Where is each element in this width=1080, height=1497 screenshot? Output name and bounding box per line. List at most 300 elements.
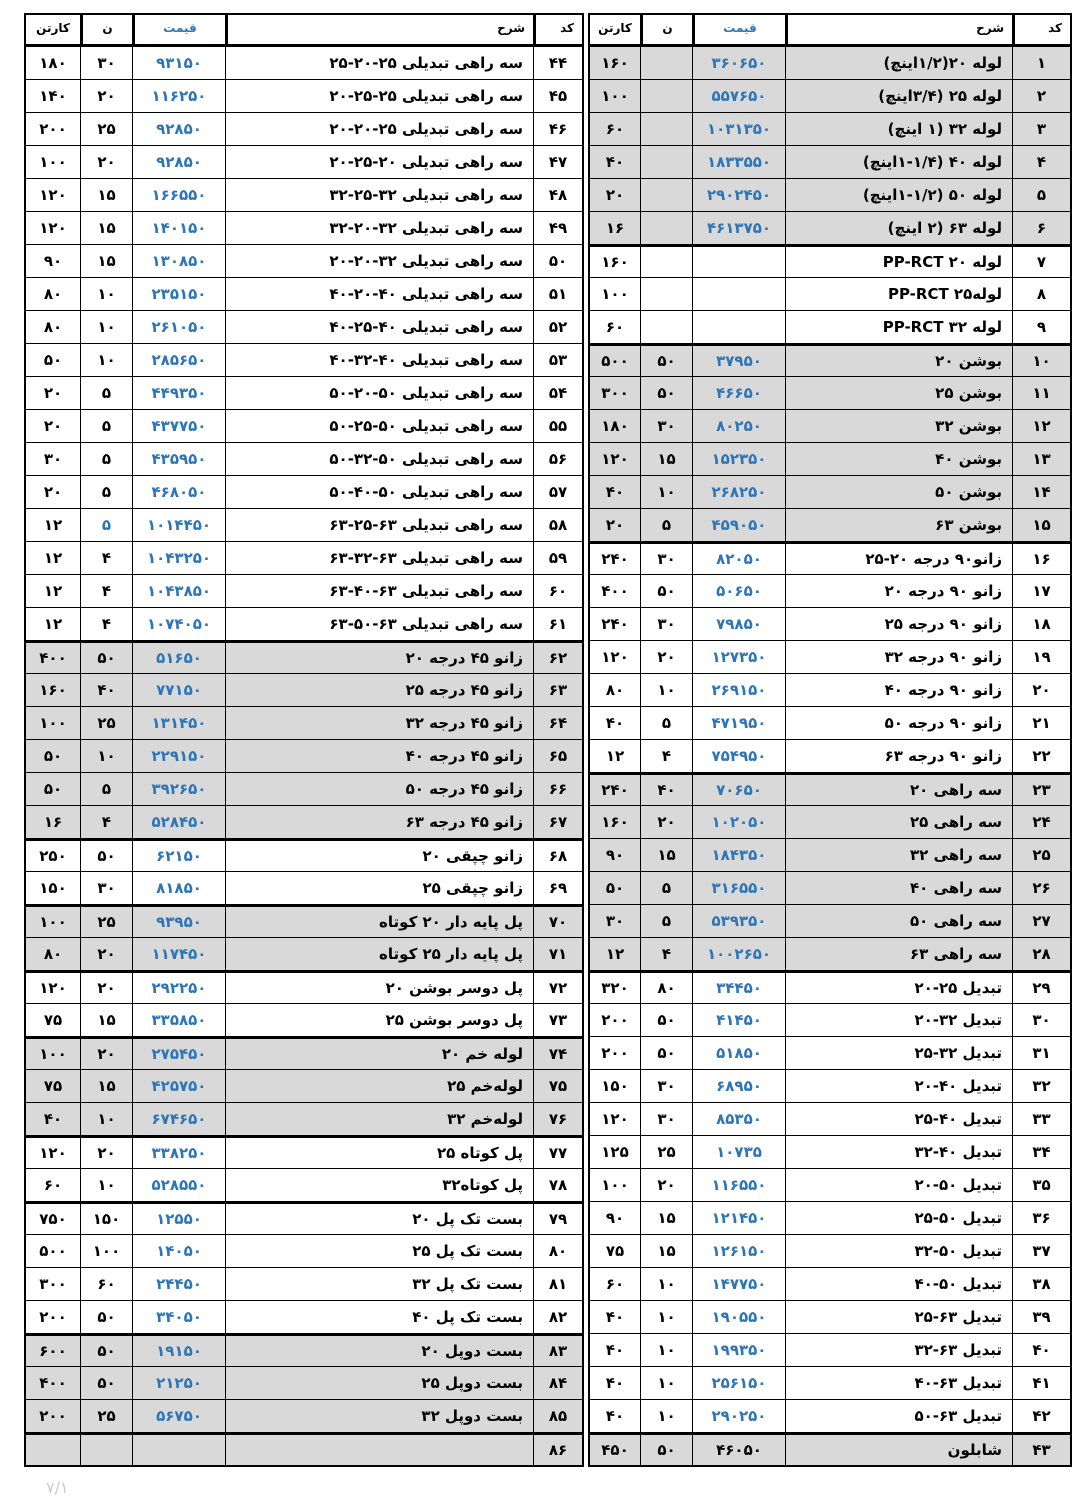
cell-price: ۵۰۶۵۰ xyxy=(692,575,785,607)
cell-n: ۴ xyxy=(80,608,132,640)
cell-code: ۴ xyxy=(1012,146,1070,178)
cell-desc: زانو ۴۵ درجه ۶۳ xyxy=(225,806,533,838)
cell-carton: ۱۵۰ xyxy=(601,1077,629,1095)
cell-price: ۱۰۷۳۵ xyxy=(692,1136,785,1168)
table-row xyxy=(26,838,582,871)
cell-desc: بوشن ۶۳ xyxy=(785,509,1012,541)
cell-n: ۵۰ xyxy=(640,377,692,409)
cell-n: ۱۰ xyxy=(80,1103,132,1135)
cell-price: ۴۶۰۵۰ xyxy=(692,1435,785,1465)
table-row xyxy=(590,244,1070,277)
cell-price: ۶۸۹۵۰ xyxy=(692,1070,785,1102)
cell-code: ۷۴ xyxy=(533,1039,582,1069)
cell-code: ۷۹ xyxy=(533,1204,582,1234)
table-row xyxy=(26,1366,582,1399)
table-row xyxy=(590,409,1070,442)
cell-n: ۲۰ xyxy=(640,1169,692,1201)
cell-n: ۲۵ xyxy=(80,907,132,937)
cell-desc: لولهPP-RCT ۲۵ xyxy=(785,278,1012,310)
cell-n: ۵ xyxy=(640,509,692,541)
cell-price: ۵۱۸۵۰ xyxy=(692,1037,785,1069)
cell-carton: ۳۰ xyxy=(43,450,63,468)
cell-code: ۶۸ xyxy=(533,841,582,871)
cell-n: ۲۰ xyxy=(80,1138,132,1168)
cell-code: ۶۶ xyxy=(533,773,582,805)
cell-carton: ۴۰ xyxy=(605,1308,625,1326)
cell-code: ۲۲ xyxy=(1012,740,1070,772)
table-header xyxy=(590,15,1070,46)
cell-code: ۱۹ xyxy=(1012,641,1070,673)
table-row xyxy=(590,970,1070,1003)
cell-n xyxy=(640,278,692,310)
cell-price: ۲۸۵۶۵۰ xyxy=(132,344,225,376)
cell-carton: ۱۵۰ xyxy=(39,879,67,897)
cell-price: ۸۲۰۵۰ xyxy=(692,544,785,574)
cell-desc: بست دوپل ۳۲ xyxy=(225,1400,533,1432)
cell-code: ۱۵ xyxy=(1012,509,1070,541)
header-price: قیمت xyxy=(132,15,225,44)
cell-n: ۱۰ xyxy=(640,1301,692,1333)
cell-desc: سه راهی تبدیلی ۵۰-۳۲-۵۰ xyxy=(225,443,533,475)
cell-desc: سه راهی تبدیلی ۴۰-۲۵-۴۰ xyxy=(225,311,533,343)
cell-desc: تبدیل ۴۰-۲۰ xyxy=(785,1070,1012,1102)
cell-n: ۵ xyxy=(80,476,132,508)
cell-desc: لوله‌خم ۳۲ xyxy=(225,1103,533,1135)
cell-price: ۲۴۴۵۰ xyxy=(132,1268,225,1300)
table-row xyxy=(590,904,1070,937)
price-table-right xyxy=(588,13,1072,1467)
cell-carton: ۳۰۰ xyxy=(601,384,629,402)
table-row xyxy=(26,508,582,541)
cell-code: ۷۳ xyxy=(533,1004,582,1036)
cell-desc: سه راهی ۲۵ xyxy=(785,806,1012,838)
cell-n: ۲۵ xyxy=(80,113,132,145)
cell-price: ۲۶۸۲۵۰ xyxy=(692,476,785,508)
cell-price: ۱۴۰۱۵۰ xyxy=(132,212,225,244)
cell-code: ۵ xyxy=(1012,179,1070,211)
cell-desc: بوشن ۴۰ xyxy=(785,443,1012,475)
cell-n xyxy=(640,247,692,277)
cell-code: ۷۱ xyxy=(533,938,582,970)
table-row xyxy=(590,1201,1070,1234)
table-row xyxy=(26,475,582,508)
table-row xyxy=(26,409,582,442)
cell-carton: ۶۰ xyxy=(605,1275,625,1293)
table-row xyxy=(590,838,1070,871)
table-row xyxy=(590,145,1070,178)
table-row xyxy=(26,79,582,112)
cell-carton: ۷۵ xyxy=(43,1077,63,1095)
cell-carton: ۶۰ xyxy=(605,120,625,138)
cell-price: ۲۵۶۱۵۰ xyxy=(692,1367,785,1399)
cell-carton: ۴۵۰ xyxy=(601,1441,629,1459)
table-row xyxy=(26,112,582,145)
cell-price: ۱۲۵۵۰ xyxy=(132,1204,225,1234)
cell-n: ۲۵ xyxy=(80,707,132,739)
cell-code: ۱۳ xyxy=(1012,443,1070,475)
cell-desc: پل پایه دار ۲۵ کوتاه xyxy=(225,938,533,970)
cell-n: ۵ xyxy=(80,773,132,805)
cell-desc: سه راهی تبدیلی ۲۵-۲۰-۲۰ xyxy=(225,113,533,145)
cell-carton: ۲۰۰ xyxy=(601,1044,629,1062)
cell-desc: بست تک پل ۲۵ xyxy=(225,1235,533,1267)
table-row xyxy=(590,706,1070,739)
cell-carton: ۱۸۰ xyxy=(601,417,629,435)
cell-n: ۵۰ xyxy=(640,1037,692,1069)
cell-desc: لوله ۵۰ (۱/۲-۱اینچ) xyxy=(785,179,1012,211)
cell-desc: زانو ۴۵ درجه ۵۰ xyxy=(225,773,533,805)
cell-code: ۳ xyxy=(1012,113,1070,145)
cell-carton: ۹۰ xyxy=(43,252,63,270)
cell-price: ۷۰۶۵۰ xyxy=(692,775,785,805)
header-price: قیمت xyxy=(692,15,785,44)
table-row xyxy=(26,640,582,673)
cell-code: ۵۳ xyxy=(533,344,582,376)
table-row xyxy=(590,211,1070,244)
cell-n: ۱۰ xyxy=(640,674,692,706)
cell-desc: زانو ۹۰ درجه ۲۵ xyxy=(785,608,1012,640)
cell-code: ۴۰ xyxy=(1012,1334,1070,1366)
cell-desc: سه راهی تبدیلی ۳۲-۲۵-۳۲ xyxy=(225,179,533,211)
cell-code: ۳۱ xyxy=(1012,1037,1070,1069)
table-row xyxy=(590,1168,1070,1201)
cell-price: ۷۹۸۵۰ xyxy=(692,608,785,640)
cell-desc: تبدیل ۳۲-۲۰ xyxy=(785,1004,1012,1036)
cell-n: ۱۵ xyxy=(80,1004,132,1036)
cell-n: ۳۰ xyxy=(80,47,132,79)
cell-code: ۹ xyxy=(1012,311,1070,343)
cell-desc: پل دوسر بوشن ۲۵ xyxy=(225,1004,533,1036)
cell-code: ۲۰ xyxy=(1012,674,1070,706)
cell-code: ۸۱ xyxy=(533,1268,582,1300)
cell-desc: لوله ۳۲ (۱ اینچ) xyxy=(785,113,1012,145)
cell-desc: بست تک پل ۲۰ xyxy=(225,1204,533,1234)
cell-code: ۱ xyxy=(1012,47,1070,79)
cell-code: ۴۵ xyxy=(533,80,582,112)
table-row xyxy=(590,46,1070,79)
cell-desc: زانو ۹۰ درجه ۳۲ xyxy=(785,641,1012,673)
cell-carton: ۱۰۰ xyxy=(601,1176,629,1194)
table-row xyxy=(26,1267,582,1300)
cell-n: ۲۰ xyxy=(80,1039,132,1069)
cell-code: ۲۸ xyxy=(1012,938,1070,970)
cell-price: ۸۱۸۵۰ xyxy=(132,872,225,904)
header-code: کد xyxy=(533,15,582,44)
cell-n: ۲۵ xyxy=(640,1136,692,1168)
cell-price xyxy=(692,278,785,310)
cell-code: ۸۴ xyxy=(533,1367,582,1399)
cell-desc: لوله ۴۰ (۱/۴-۱اینچ) xyxy=(785,146,1012,178)
header-code: کد xyxy=(1012,15,1070,44)
cell-n xyxy=(640,113,692,145)
cell-price: ۱۰۳۱۳۵۰ xyxy=(692,113,785,145)
cell-price: ۷۵۴۹۵۰ xyxy=(692,740,785,772)
cell-n: ۵۰ xyxy=(640,346,692,376)
cell-price: ۷۷۱۵۰ xyxy=(132,674,225,706)
header-n: ن xyxy=(80,15,132,44)
cell-desc: سه راهی تبدیلی ۴۰-۲۰-۴۰ xyxy=(225,278,533,310)
cell-code: ۶۲ xyxy=(533,643,582,673)
cell-carton: ۱۶۰ xyxy=(601,813,629,831)
cell-code: ۴۱ xyxy=(1012,1367,1070,1399)
cell-carton: ۶۰۰ xyxy=(39,1342,67,1360)
table-row xyxy=(590,607,1070,640)
cell-n: ۴۰ xyxy=(640,775,692,805)
cell-carton: ۱۶۰ xyxy=(39,681,67,699)
cell-code: ۸۳ xyxy=(533,1336,582,1366)
cell-carton: ۱۲۵ xyxy=(601,1143,629,1161)
cell-carton: ۴۰ xyxy=(605,714,625,732)
table-row xyxy=(590,673,1070,706)
cell-price: ۱۰۴۳۲۵۰ xyxy=(132,542,225,574)
cell-desc: تبدیل ۵۰-۲۵ xyxy=(785,1202,1012,1234)
table-row xyxy=(26,1102,582,1135)
header-n: ن xyxy=(640,15,692,44)
table-row xyxy=(590,772,1070,805)
table-row xyxy=(26,211,582,244)
cell-carton: ۱۰۰ xyxy=(39,1045,67,1063)
cell-desc: سه راهی ۵۰ xyxy=(785,905,1012,937)
cell-price: ۸۰۲۵۰ xyxy=(692,410,785,442)
cell-code: ۵۹ xyxy=(533,542,582,574)
price-table-left xyxy=(24,13,584,1467)
table-row xyxy=(590,871,1070,904)
cell-carton: ۵۰ xyxy=(605,879,625,897)
table-row xyxy=(26,574,582,607)
header-carton: کارتن xyxy=(36,21,70,35)
cell-carton: ۱۲۰ xyxy=(39,186,67,204)
cell-carton: ۴۰ xyxy=(605,153,625,171)
cell-carton xyxy=(26,1435,80,1465)
cell-desc: سه راهی ۴۰ xyxy=(785,872,1012,904)
cell-n: ۵ xyxy=(640,905,692,937)
cell-code: ۲۱ xyxy=(1012,707,1070,739)
cell-carton: ۱۶ xyxy=(605,219,625,237)
cell-carton: ۱۰۰ xyxy=(39,714,67,732)
cell-n: ۱۰ xyxy=(640,1268,692,1300)
table-row xyxy=(26,871,582,904)
cell-n: ۱۰ xyxy=(80,740,132,772)
cell-price: ۲۹۰۲۵۰ xyxy=(692,1400,785,1432)
cell-code: ۵۶ xyxy=(533,443,582,475)
cell-code: ۸ xyxy=(1012,278,1070,310)
cell-desc: پل دوسر بوشن ۲۰ xyxy=(225,973,533,1003)
cell-code: ۳۰ xyxy=(1012,1004,1070,1036)
table-row xyxy=(590,1069,1070,1102)
table-row xyxy=(26,970,582,1003)
cell-price: ۱۹۹۳۵۰ xyxy=(692,1334,785,1366)
cell-price: ۳۱۶۵۵۰ xyxy=(692,872,785,904)
cell-code: ۳۳ xyxy=(1012,1103,1070,1135)
cell-carton: ۲۰ xyxy=(43,483,63,501)
cell-price: ۹۲۸۵۰ xyxy=(132,113,225,145)
cell-carton: ۸۰ xyxy=(43,945,63,963)
cell-n: ۲۰ xyxy=(80,973,132,1003)
cell-n: ۱۰ xyxy=(640,1334,692,1366)
cell-code: ۳۲ xyxy=(1012,1070,1070,1102)
cell-desc: تبدیل ۴۰-۳۲ xyxy=(785,1136,1012,1168)
cell-code: ۱۴ xyxy=(1012,476,1070,508)
cell-carton: ۴۰ xyxy=(605,1407,625,1425)
cell-carton: ۱۲ xyxy=(605,747,625,765)
cell-carton: ۲۰ xyxy=(605,186,625,204)
table-row xyxy=(590,277,1070,310)
cell-carton: ۱۲ xyxy=(605,945,625,963)
table-row xyxy=(26,1003,582,1036)
cell-carton: ۲۰ xyxy=(605,516,625,534)
cell-n xyxy=(640,212,692,244)
cell-price: ۵۱۶۵۰ xyxy=(132,643,225,673)
cell-code: ۸۵ xyxy=(533,1400,582,1432)
header-desc: شرح xyxy=(225,15,533,44)
cell-desc: سه راهی تبدیلی ۶۳-۵۰-۶۳ xyxy=(225,608,533,640)
table-row xyxy=(590,178,1070,211)
cell-price: ۳۳۸۲۵۰ xyxy=(132,1138,225,1168)
cell-code: ۱۸ xyxy=(1012,608,1070,640)
cell-price: ۴۲۵۷۵۰ xyxy=(132,1070,225,1102)
cell-carton: ۴۰۰ xyxy=(601,582,629,600)
cell-code: ۴۲ xyxy=(1012,1400,1070,1432)
cell-carton: ۳۰۰ xyxy=(39,1275,67,1293)
cell-price: ۴۵۹۰۵۰ xyxy=(692,509,785,541)
table-row xyxy=(26,343,582,376)
cell-desc: پل کوتاه۳۲ xyxy=(225,1169,533,1201)
cell-n: ۱۵ xyxy=(640,839,692,871)
cell-carton: ۲۰ xyxy=(43,384,63,402)
table-row xyxy=(26,1432,582,1465)
table-header xyxy=(26,15,582,46)
cell-code: ۱۲ xyxy=(1012,410,1070,442)
cell-n: ۳۰ xyxy=(640,1103,692,1135)
cell-code: ۵۱ xyxy=(533,278,582,310)
cell-code: ۴۴ xyxy=(533,47,582,79)
cell-desc: تبدیل ۴۰-۲۵ xyxy=(785,1103,1012,1135)
cell-desc: تبدیل ۳۲-۲۵ xyxy=(785,1037,1012,1069)
cell-code: ۵۴ xyxy=(533,377,582,409)
cell-n: ۲۰ xyxy=(640,806,692,838)
cell-code: ۶۹ xyxy=(533,872,582,904)
cell-code: ۶۳ xyxy=(533,674,582,706)
cell-desc xyxy=(225,1435,533,1465)
cell-code: ۴۸ xyxy=(533,179,582,211)
cell-carton: ۱۲ xyxy=(43,582,63,600)
table-row xyxy=(26,1399,582,1432)
cell-n: ۳۰ xyxy=(80,872,132,904)
cell-price: ۱۱۶۵۵۰ xyxy=(692,1169,785,1201)
cell-carton: ۴۰ xyxy=(605,483,625,501)
header-desc: شرح xyxy=(785,15,1012,44)
cell-desc: شابلون xyxy=(785,1435,1012,1465)
cell-code: ۱۱ xyxy=(1012,377,1070,409)
table-row xyxy=(590,310,1070,343)
table-row xyxy=(26,244,582,277)
cell-price: ۴۱۴۵۰ xyxy=(692,1004,785,1036)
table-row xyxy=(26,178,582,211)
cell-n: ۱۵ xyxy=(80,1070,132,1102)
cell-desc: تبدیل ۶۳-۵۰ xyxy=(785,1400,1012,1432)
cell-n: ۱۵ xyxy=(80,212,132,244)
cell-price: ۴۶۱۳۷۵۰ xyxy=(692,212,785,244)
table-row xyxy=(26,1333,582,1366)
cell-carton: ۴۰ xyxy=(605,1341,625,1359)
table-row xyxy=(26,541,582,574)
table-row xyxy=(26,1069,582,1102)
table-row xyxy=(26,1201,582,1234)
cell-code: ۳۸ xyxy=(1012,1268,1070,1300)
cell-carton: ۲۰۰ xyxy=(39,1407,67,1425)
cell-carton: ۱۰۰ xyxy=(39,913,67,931)
cell-n: ۱۵ xyxy=(640,1202,692,1234)
cell-desc: سه راهی تبدیلی ۵۰-۴۰-۵۰ xyxy=(225,476,533,508)
cell-n: ۴ xyxy=(640,938,692,970)
cell-n: ۵۰ xyxy=(640,575,692,607)
cell-price: ۱۲۶۱۵۰ xyxy=(692,1235,785,1267)
cell-price: ۱۳۱۴۵۰ xyxy=(132,707,225,739)
cell-carton: ۱۰۰ xyxy=(39,153,67,171)
cell-code: ۸۶ xyxy=(533,1435,582,1465)
cell-n: ۴ xyxy=(640,740,692,772)
table-row xyxy=(26,772,582,805)
table-row xyxy=(590,1432,1070,1465)
cell-price: ۱۰۴۳۸۵۰ xyxy=(132,575,225,607)
cell-desc: تبدیل ۵۰-۳۲ xyxy=(785,1235,1012,1267)
cell-n: ۴ xyxy=(80,806,132,838)
table-row xyxy=(26,607,582,640)
table-row xyxy=(590,79,1070,112)
cell-carton: ۳۲۰ xyxy=(601,979,629,997)
cell-price: ۴۴۹۳۵۰ xyxy=(132,377,225,409)
table-row xyxy=(26,937,582,970)
table-row xyxy=(590,475,1070,508)
cell-price: ۲۳۵۱۵۰ xyxy=(132,278,225,310)
table-row xyxy=(590,112,1070,145)
cell-n xyxy=(640,179,692,211)
cell-n: ۱۰ xyxy=(80,344,132,376)
cell-desc: زانو ۴۵ درجه ۲۰ xyxy=(225,643,533,673)
cell-n: ۴ xyxy=(80,575,132,607)
cell-price: ۴۳۵۹۵۰ xyxy=(132,443,225,475)
cell-price: ۱۰۱۴۴۵۰ xyxy=(132,509,225,541)
cell-code: ۷۰ xyxy=(533,907,582,937)
cell-carton: ۹۰ xyxy=(605,846,625,864)
cell-desc: سه راهی ۶۳ xyxy=(785,938,1012,970)
cell-n: ۲۰ xyxy=(80,146,132,178)
cell-carton: ۱۲۰ xyxy=(601,450,629,468)
cell-price: ۲۹۲۲۵۰ xyxy=(132,973,225,1003)
cell-n: ۱۰ xyxy=(640,1367,692,1399)
cell-n: ۵ xyxy=(80,443,132,475)
cell-code: ۳۴ xyxy=(1012,1136,1070,1168)
cell-price: ۵۶۷۵۰ xyxy=(132,1400,225,1432)
cell-carton: ۱۲۰ xyxy=(39,1144,67,1162)
cell-desc: سه راهی تبدیلی ۳۲-۲۰-۲۰ xyxy=(225,245,533,277)
cell-n: ۵۰ xyxy=(80,841,132,871)
cell-code: ۶۱ xyxy=(533,608,582,640)
cell-code: ۵۲ xyxy=(533,311,582,343)
cell-price: ۵۲۸۴۵۰ xyxy=(132,806,225,838)
table-row xyxy=(26,277,582,310)
cell-n xyxy=(640,80,692,112)
cell-carton: ۱۶ xyxy=(43,813,63,831)
cell-desc: زانو چپقی ۲۰ xyxy=(225,841,533,871)
cell-n: ۱۰ xyxy=(640,1400,692,1432)
cell-price: ۱۱۷۴۵۰ xyxy=(132,938,225,970)
cell-carton: ۱۲ xyxy=(43,549,63,567)
cell-carton: ۲۵۰ xyxy=(39,847,67,865)
cell-desc: سه راهی تبدیلی ۶۳-۲۵-۶۳ xyxy=(225,509,533,541)
cell-n: ۵۰ xyxy=(80,643,132,673)
cell-code: ۱۶ xyxy=(1012,544,1070,574)
